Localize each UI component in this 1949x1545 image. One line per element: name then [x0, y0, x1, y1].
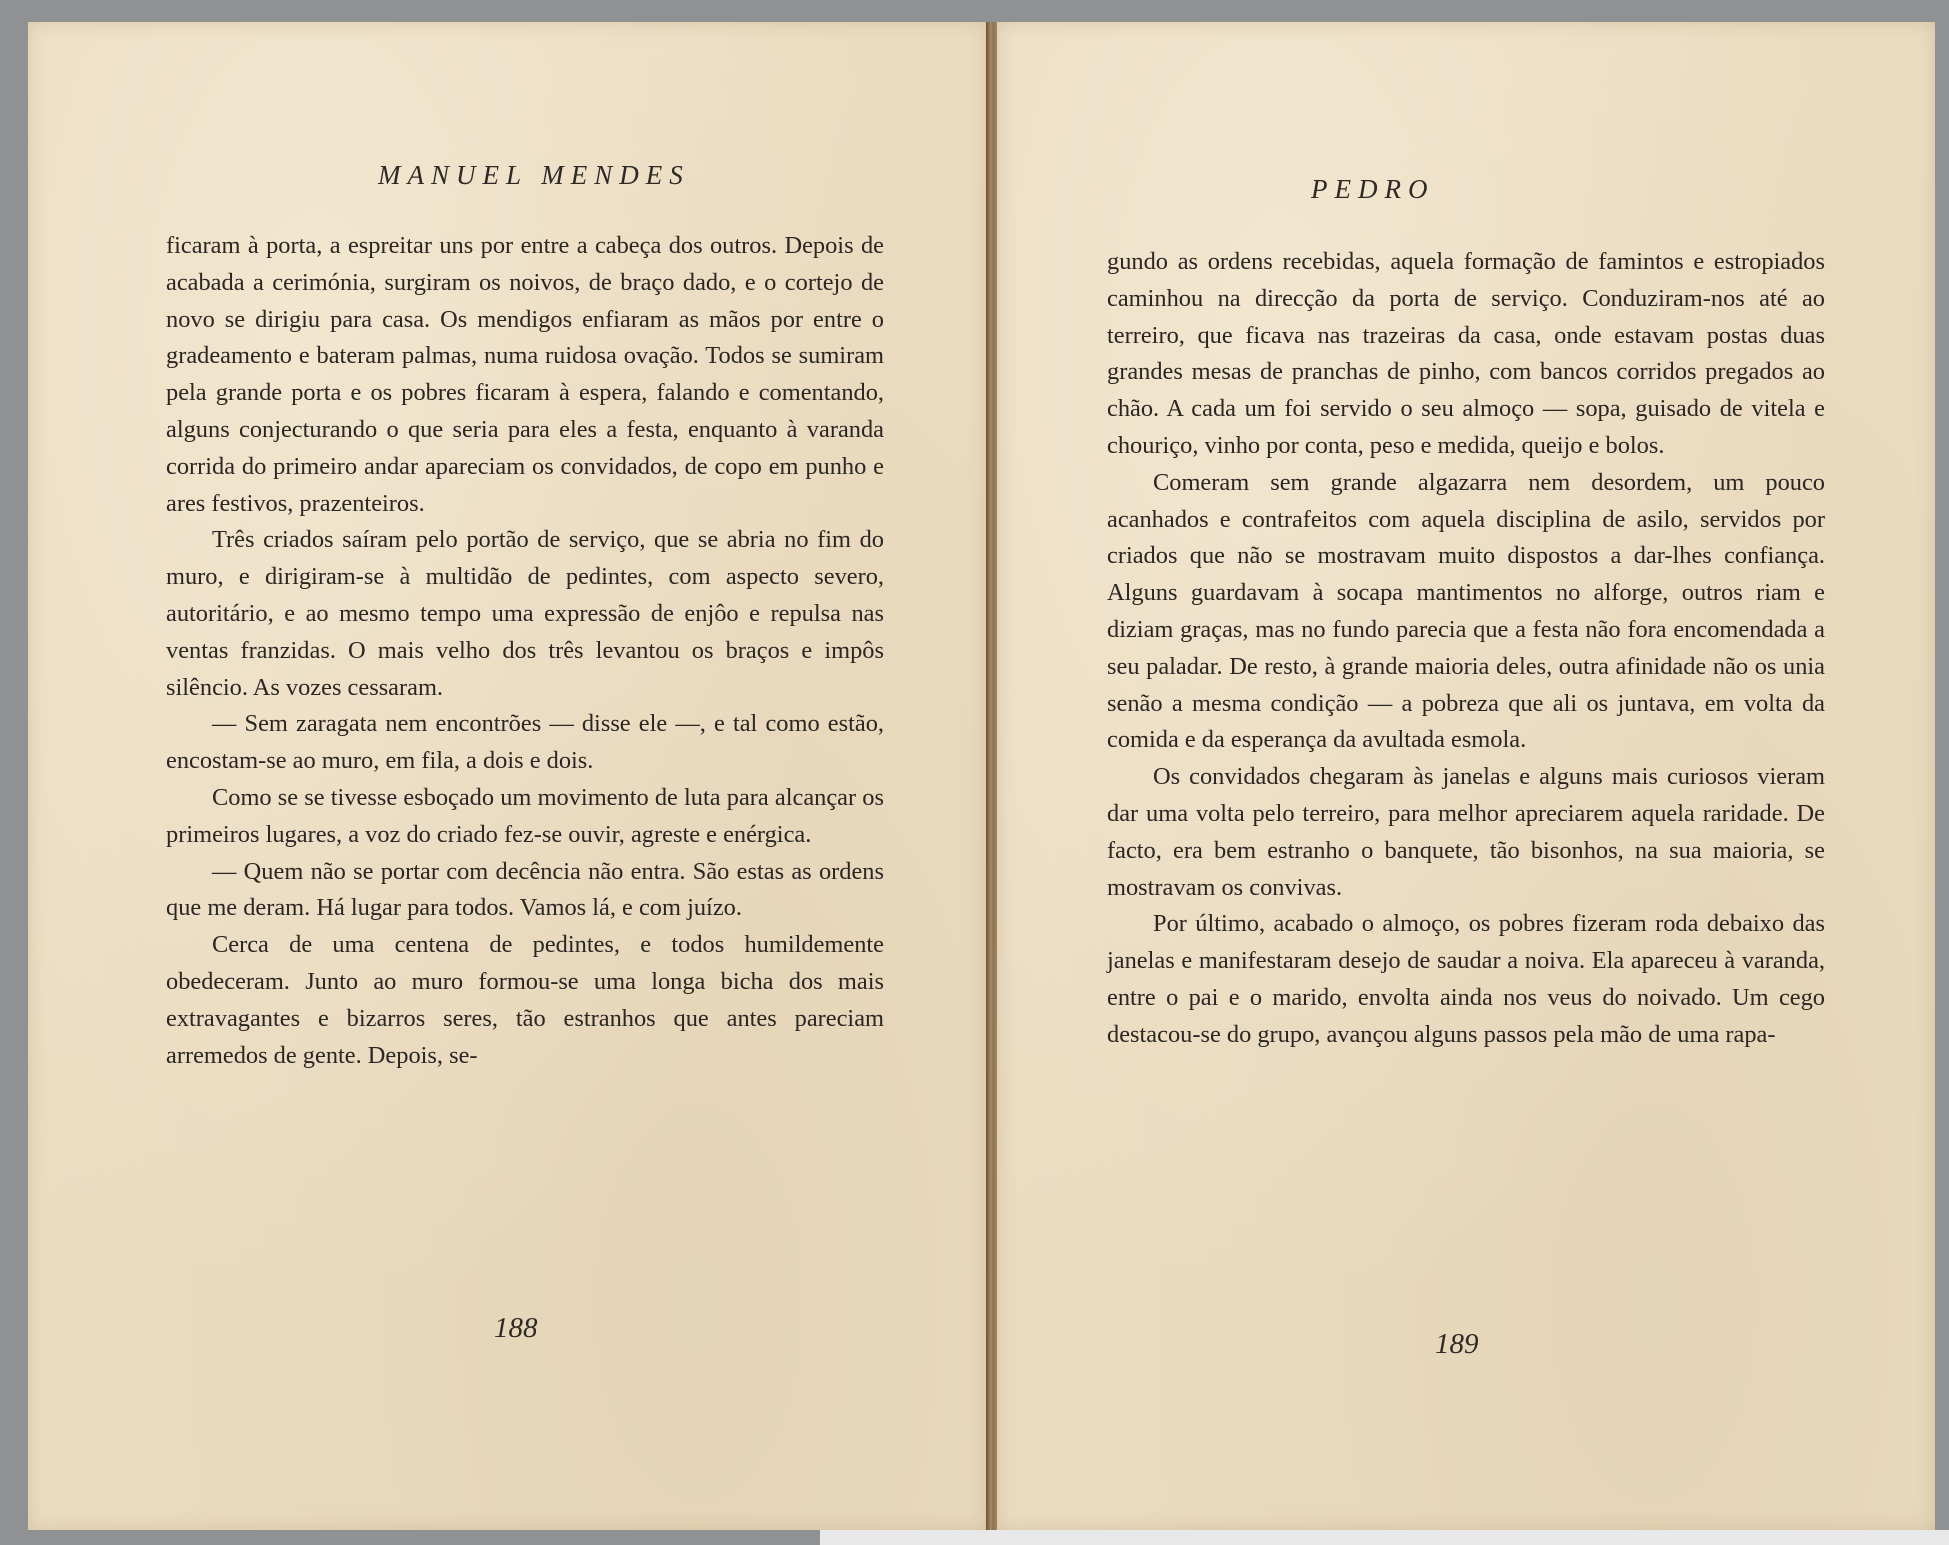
page-number: 189 [1435, 1328, 1479, 1360]
left-page [28, 22, 990, 1530]
paragraph: Como se se tivesse esboçado um movimento de luta para alcançar os primeiros lugares, a voz do criado fez-se ouvir, agreste e enérgica. [166, 783, 884, 848]
left-page-body [166, 228, 884, 1074]
running-head-author: MANUEL MENDES [378, 160, 690, 190]
paragraph: — Quem não se portar com decência não entra. São estas as ordens que me deram. Há lugar para todos. Vamos lá, e com juízo. [166, 857, 884, 922]
paragraph: Comeram sem grande algazarra nem desordem, um pouco acanhados e contrafeitos com aquela disciplina de asilo, servidos por criados que não se mostravam muito dispostos a dar-lhes confiança. Alguns guardavam à socapa mantimentos no alforge, outros riam e diziam graças, mas no fundo parecia que a festa não fora encomendada a seu paladar. De resto, à grande maioria deles, outra afinidade não os unia senão a mesma condição — a pobreza que ali os juntava, em volta da comida e da esperança da avultada esmola. [1107, 468, 1825, 754]
paragraph: Cerca de uma centena de pedintes, e todos humildemente obedeceram. Junto ao muro formou-se uma longa bicha dos mais extravagantes e bizarros seres, tão estranhos que antes pareciam arremedos de gente. Depois, se- [166, 931, 884, 1069]
right-page [994, 22, 1935, 1530]
page-number: 188 [494, 1312, 538, 1344]
paragraph: Por último, acabado o almoço, os pobres fizeram roda debaixo das janelas e manifestaram desejo de saudar a noiva. Ela apareceu à varanda, entre o pai e o marido, envolta ainda nos veus do noivado. Um cego destacou-se do grupo, avançou alguns passos pela mão de uma rapa- [1107, 910, 1825, 1048]
paragraph: ficaram à porta, a espreitar uns por entre a cabeça dos outros. Depois de acabada a cerimónia, surgiram os noivos, de braço dado, e o cortejo de novo se dirigiu para casa. Os mendigos enfiaram as mãos por entre o gradeamento e bateram palmas, numa ruidosa ovação. Todos se sumiram pela grande porta e os pobres ficaram à espera, falando e comentando, alguns conjecturando o que seria para eles a festa, enquanto à varanda corrida do primeiro andar apareciam os convidados, de copo em punho e ares festivos, prazenteiros. [166, 232, 884, 517]
scan-edge-strip [820, 1530, 1949, 1545]
right-page-body [1107, 244, 1825, 1054]
running-head-title: PEDRO [1311, 174, 1435, 204]
book-spread [28, 22, 1932, 1530]
paragraph: gundo as ordens recebidas, aquela formação de famintos e estropiados caminhou na direcção da porta de serviço. Conduziram-nos até ao terreiro, que ficava nas trazeiras da casa, onde estavam postas duas grandes mesas de pranchas de pinho, com bancos corridos pregados ao chão. A cada um foi servido o seu almoço — sopa, guisado de vitela e chouriço, vinho por conta, peso e medida, queijo e bolos. [1107, 248, 1825, 459]
paragraph: Três criados saíram pelo portão de serviço, que se abria no fim do muro, e dirigiram-se à multidão de pedintes, com aspecto severo, autoritário, e ao mesmo tempo uma expressão de enjôo e repulsa nas ventas franzidas. O mais velho dos três levantou os braços e impôs silêncio. As vozes cessaram. [166, 526, 884, 701]
paragraph: Os convidados chegaram às janelas e alguns mais curiosos vieram dar uma volta pelo terreiro, para melhor apreciarem aquela raridade. De facto, era bem estranho o banquete, tão bisonhos, na sua maioria, se mostravam os convivas. [1107, 763, 1825, 901]
paragraph: — Sem zaragata nem encontrões — disse ele —, e tal como estão, encostam-se ao muro, em fila, a dois e dois. [166, 710, 884, 775]
